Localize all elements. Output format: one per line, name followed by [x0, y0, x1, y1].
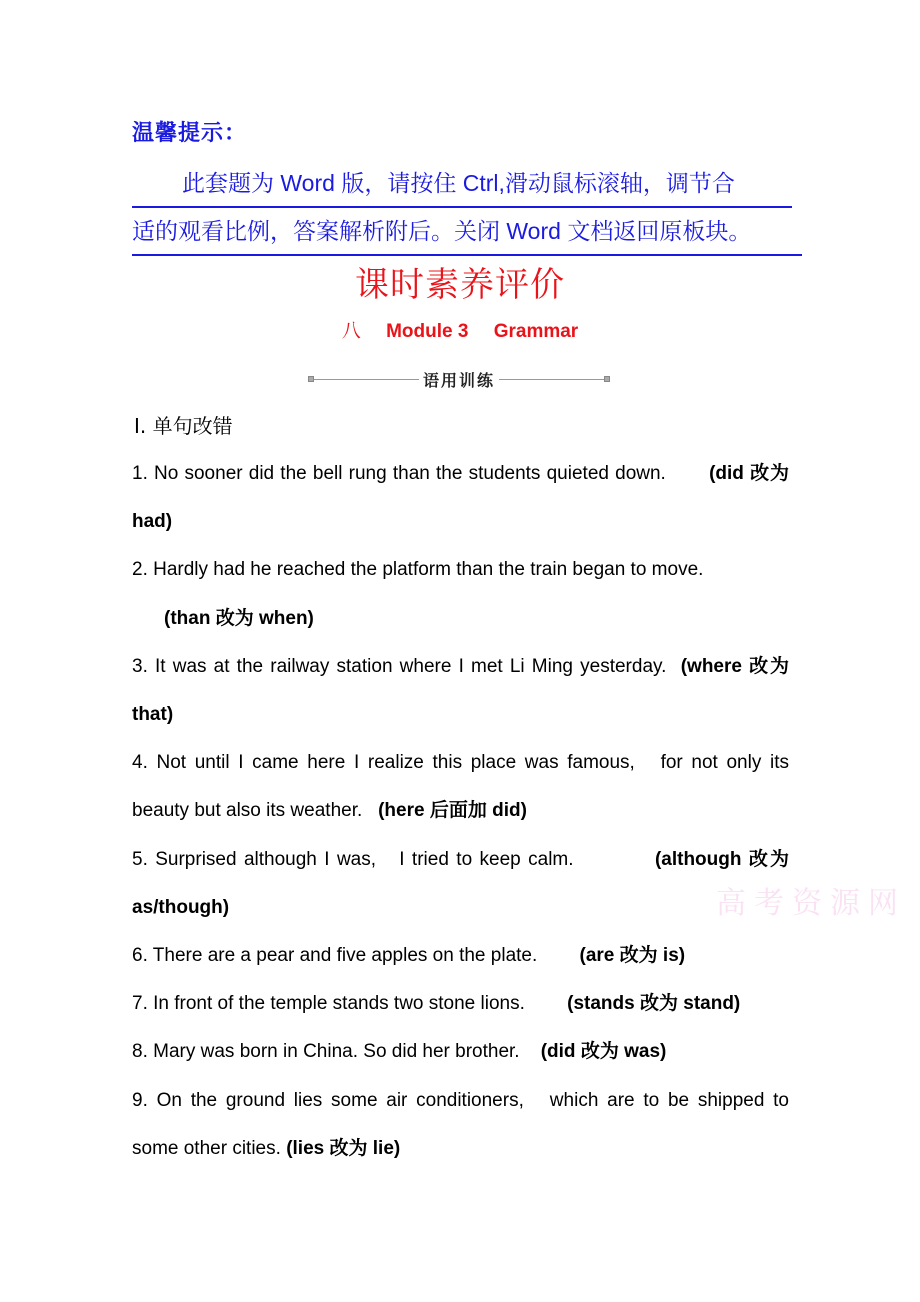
exercise-answer: (stands 改为 stand): [567, 993, 741, 1015]
watermark: 高考资源网: [716, 887, 906, 920]
exercise-item-2: [132, 546, 789, 642]
lesson-number: 八: [341, 321, 361, 342]
page-subtitle: [0, 316, 920, 343]
exercise-item-4: [132, 739, 789, 835]
exercise-answer: (where 改为 that): [132, 655, 789, 726]
divider-rule-left: [314, 379, 419, 380]
tip-title: 温馨提示：: [132, 120, 248, 145]
divider-end-marker-right: [604, 376, 610, 382]
exercise-list: [132, 450, 789, 1173]
exercise-text: 5. Surprised although I was, I tried to keep calm.: [132, 848, 574, 870]
tip-line-2[interactable]: 适的观看比例，答案解析附后。关闭 Word 文档返回原板块。: [132, 208, 802, 256]
exercise-text: 1. No sooner did the bell rung than the students quieted down.: [132, 463, 666, 484]
exercise-text: 2. Hardly had he reached the platform than the train began to move.: [132, 559, 704, 581]
exercise-answer: (than 改为 when): [164, 607, 314, 629]
exercise-answer: (are 改为 is): [579, 945, 686, 967]
exercise-text: 6. There are a pear and five apples on the plate.: [132, 945, 538, 967]
exercise-text: 7. In front of the temple stands two stone lions.: [132, 993, 525, 1015]
module-label: Module 3: [386, 321, 469, 342]
page-title: 课时素养评价: [355, 265, 565, 305]
divider-rule-right: [499, 379, 604, 380]
exercise-item-9: [132, 1077, 789, 1173]
topic-label: Grammar: [493, 321, 579, 342]
exercise-answer: (did 改为 had): [132, 463, 789, 533]
exercise-item-5: [132, 836, 789, 932]
exercise-item-6: [132, 932, 789, 980]
section-heading: Ⅰ. 单句改错: [134, 414, 233, 438]
tip-line-1[interactable]: 此套题为 Word 版，请按住 Ctrl,滑动鼠标滚轴，调节合: [132, 160, 792, 208]
exercise-answer: (here 后面加 did): [378, 800, 527, 822]
tip-body: [132, 160, 792, 256]
exercise-text: 3. It was at the railway station where I met Li Ming yesterday.: [132, 655, 667, 677]
section-divider: [308, 368, 610, 390]
exercise-answer: (did 改为 was): [540, 1041, 667, 1063]
exercise-text: 4. Not until I came here I realize this place was famous, for not only its beauty but also its weather.: [132, 752, 789, 822]
exercise-text: 9. On the ground lies some air conditioners, which are to be shipped to some other cities.: [132, 1089, 789, 1159]
exercise-text: 8. Mary was born in China. So did her brother.: [132, 1041, 520, 1063]
divider-label: 语用训练: [423, 372, 496, 390]
exercise-item-8: [132, 1028, 789, 1076]
exercise-answer: (although 改为 as/though): [132, 848, 789, 918]
exercise-item-3: [132, 643, 789, 739]
exercise-item-1: [132, 450, 789, 546]
exercise-item-7: [132, 980, 789, 1028]
exercise-answer: (lies 改为 lie): [286, 1137, 401, 1159]
